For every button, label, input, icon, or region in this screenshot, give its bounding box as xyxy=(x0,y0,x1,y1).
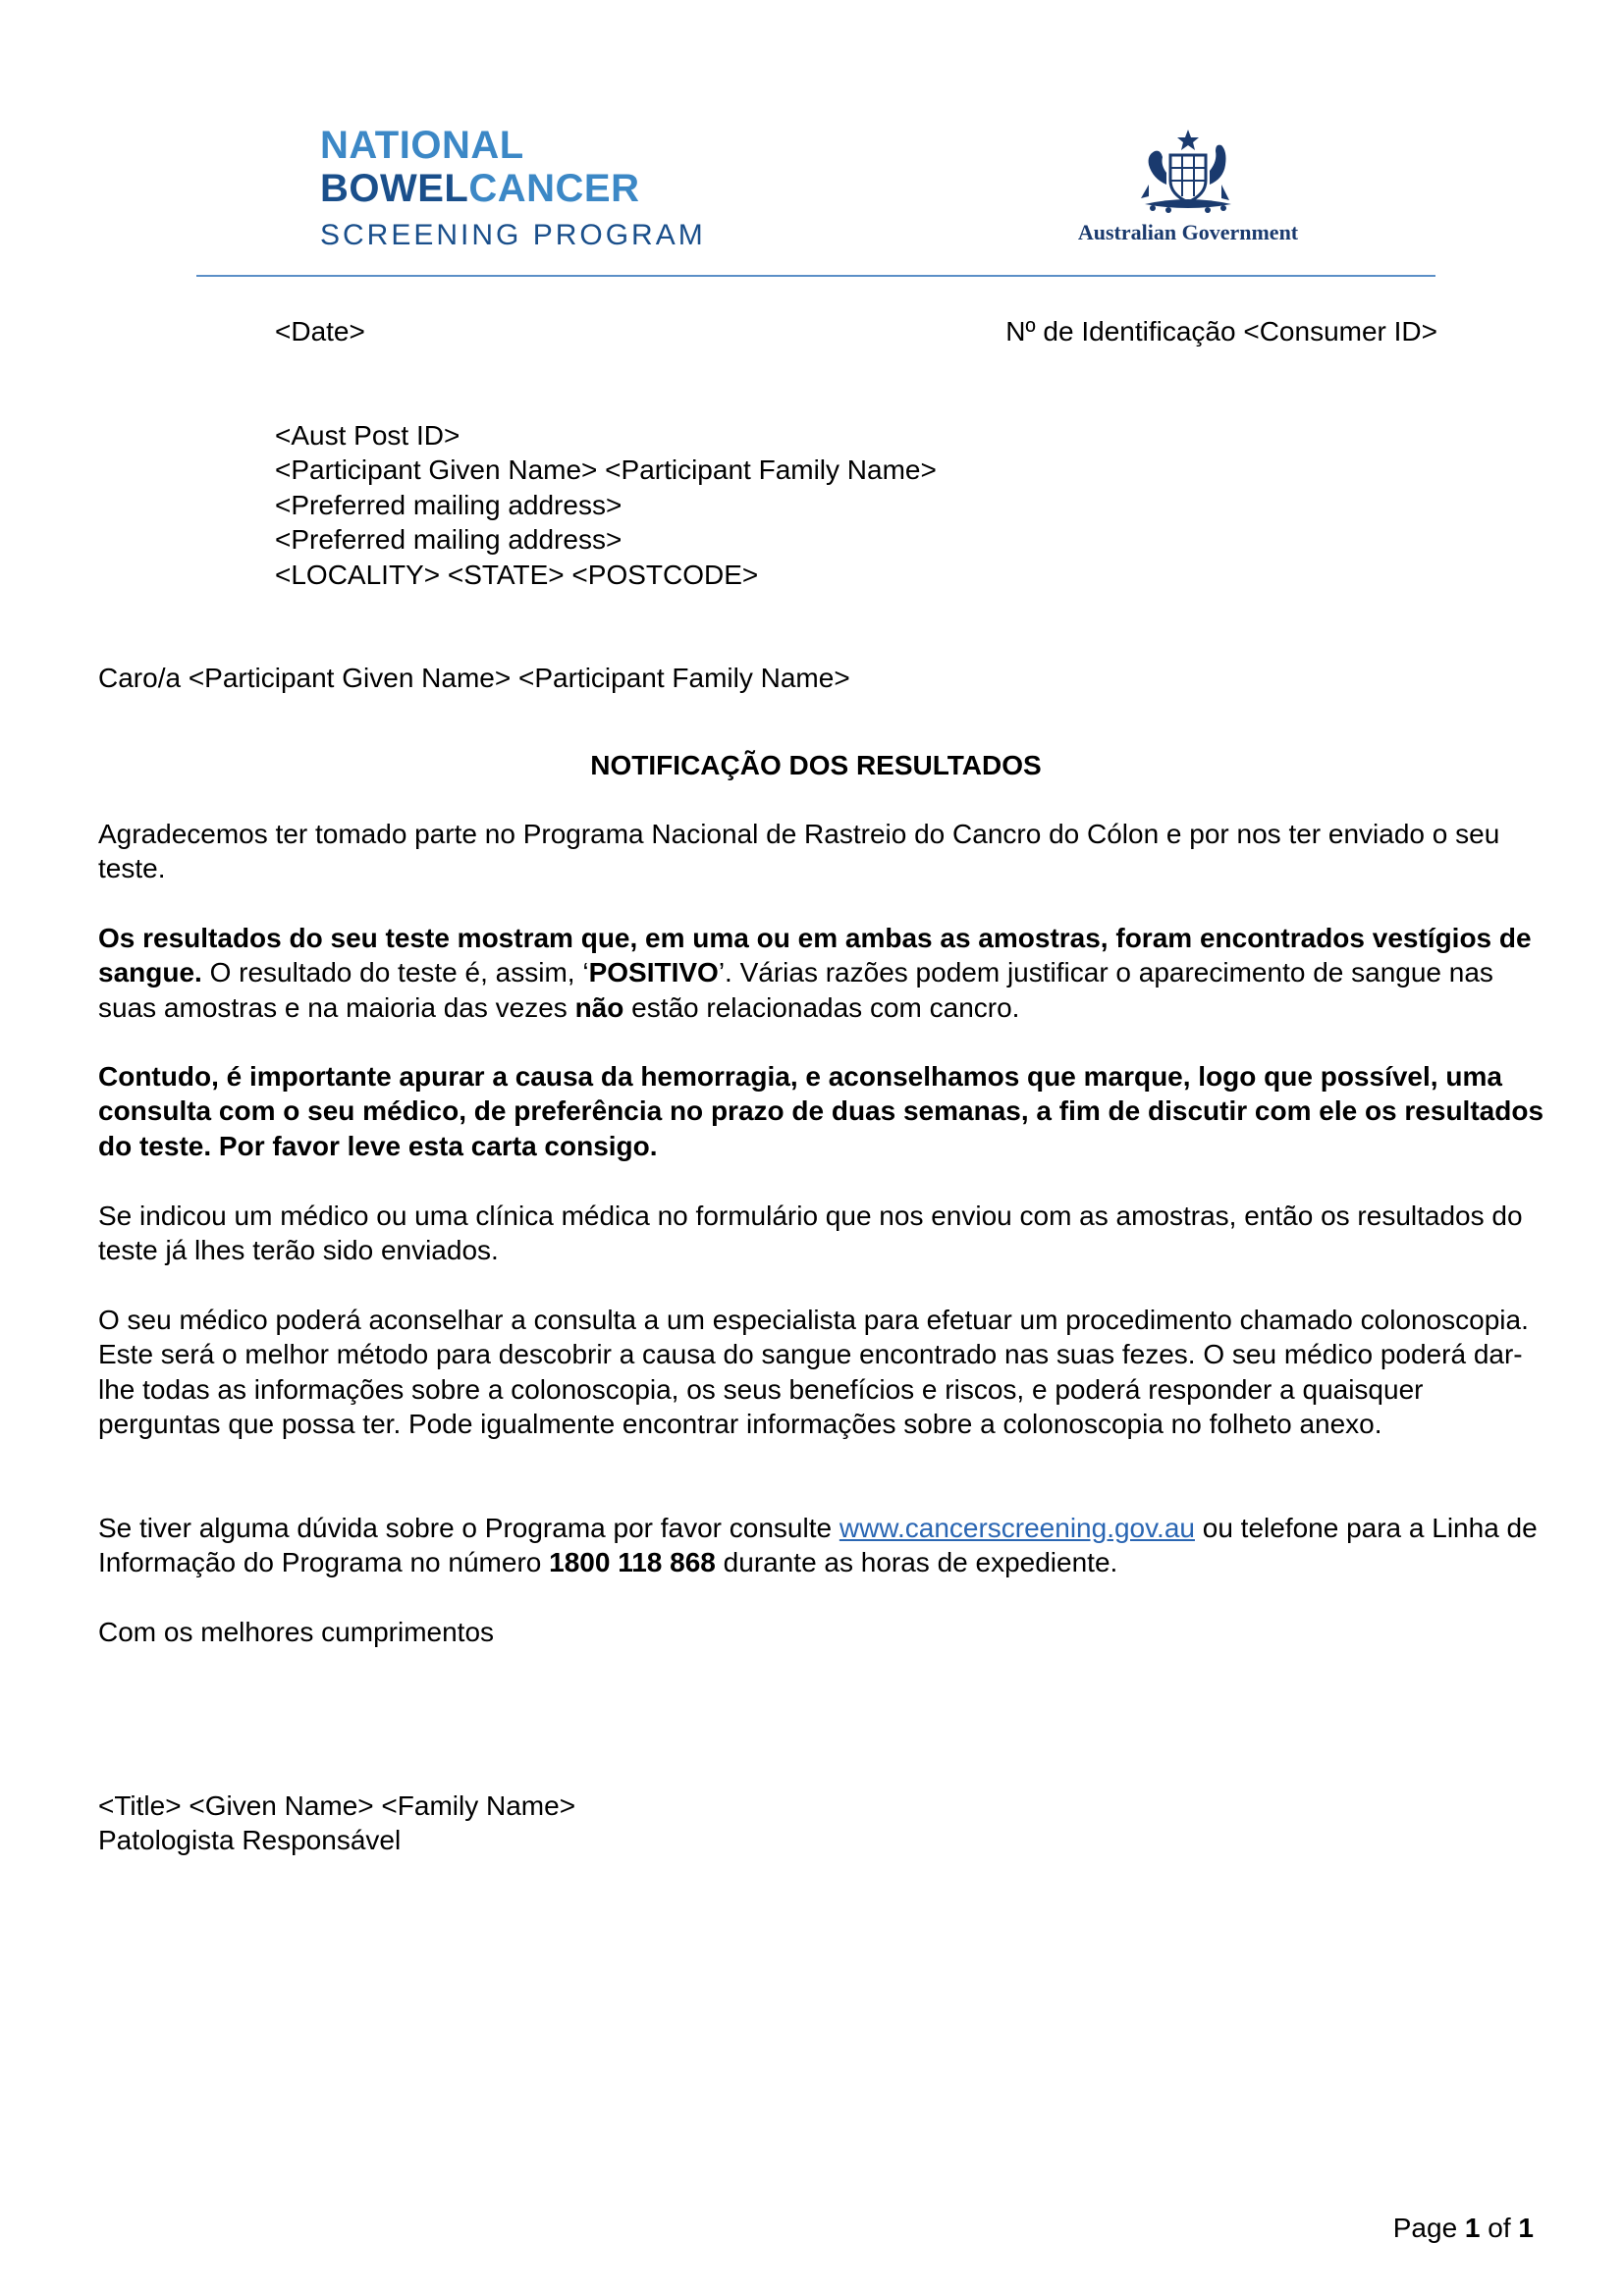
paragraph-thanks: Agradecemos ter tomado parte no Programa Nacional de Rastreio do Cancro do Cólon e por nos ter enviado o seu teste. xyxy=(98,819,1500,884)
contact-text: ou telefone para a Linha de Informação do Programa no número xyxy=(98,1513,1538,1578)
page-current: 1 xyxy=(1464,2213,1481,2243)
address-line: <Aust Post ID> xyxy=(275,420,460,451)
address-line: <Participant Given Name> <Participant Family Name> xyxy=(275,454,937,486)
government-logo-text: Australian Government xyxy=(1077,220,1299,244)
contact-text: durante as horas de expediente. xyxy=(715,1547,1118,1578)
page-label: Page xyxy=(1392,2213,1465,2243)
coat-of-arms-icon xyxy=(1119,126,1257,216)
program-logo xyxy=(320,124,706,251)
address-line: <LOCALITY> <STATE> <POSTCODE> xyxy=(275,559,759,590)
logo-screening-program: SCREENING PROGRAM xyxy=(320,219,706,251)
consumer-id: Nº de Identificação <Consumer ID> xyxy=(1005,316,1437,347)
address-line: <Preferred mailing address> xyxy=(275,489,623,520)
page-number xyxy=(1393,2213,1534,2244)
signatory-role: Patologista Responsável xyxy=(98,1825,402,1856)
logo-cancer: CANCER xyxy=(468,167,640,210)
letter-title: NOTIFICAÇÃO DOS RESULTADOS xyxy=(590,750,1042,780)
results-text: O resultado do teste é, assim, ‘ xyxy=(201,957,589,988)
result-positive: POSITIVO xyxy=(588,957,719,988)
paragraph-colonoscopy: O seu médico poderá aconselhar a consulta a um especialista para efetuar um procedimento chamado colonoscopia. Este será o melhor método para descobrir a causa do sangue encontrado nas suas fezes. O seu médico poderá dar-lhe todas as informações sobre a colonoscopia, os seus benefícios e riscos, e poderá responder a quaisquer perguntas que possa ter. Pode igualmente encontrar informações sobre a colonoscopia no folheto anexo. xyxy=(98,1305,1529,1440)
page-total: 1 xyxy=(1518,2213,1534,2243)
header-divider xyxy=(196,275,1435,277)
closing: Com os melhores cumprimentos xyxy=(98,1617,495,1647)
results-text: ’. Várias razões podem justificar o aparecimento de sangue nas suas amostras e na maioria das vezes xyxy=(98,957,1493,1023)
results-bold-statement: Os resultados do seu teste mostram que, em uma ou em ambas as amostras, foram encontrados vestígios de sangue. xyxy=(98,923,1532,988)
page-of: of xyxy=(1480,2213,1519,2243)
signatory-name: <Title> <Given Name> <Family Name> xyxy=(98,1790,576,1821)
paragraph-doctor-notified: Se indicou um médico ou uma clínica médica no formulário que nos enviou com as amostras, então os resultados do teste já lhes terão sido enviados. xyxy=(98,1201,1523,1266)
signature-block xyxy=(98,1789,575,1858)
letter-date: <Date> xyxy=(275,316,365,347)
government-logo xyxy=(1060,126,1316,245)
contact-text: Se tiver alguma dúvida sobre o Programa por favor consulte xyxy=(98,1513,839,1543)
website-link[interactable]: www.cancerscreening.gov.au xyxy=(839,1513,1195,1543)
info-line-phone: 1800 118 868 xyxy=(549,1547,716,1578)
logo-bowel: BOWEL xyxy=(320,167,469,210)
paragraph-results xyxy=(98,921,1551,1025)
paragraph-contact xyxy=(98,1511,1551,1580)
results-emphasis-nao: não xyxy=(574,991,624,1023)
salutation: Caro/a <Participant Given Name> <Participant Family Name> xyxy=(98,663,850,693)
logo-bowel-cancer xyxy=(320,167,683,211)
paragraph-advice: Contudo, é importante apurar a causa da hemorragia, e aconselhamos que marque, logo que possível, uma consulta com o seu médico, de preferência no prazo de duas semanas, a fim de discutir com ele os resultados do teste. Por favor leve esta carta consigo. xyxy=(98,1061,1544,1161)
results-text: estão relacionadas com cancro. xyxy=(623,991,1020,1023)
address-line: <Preferred mailing address> xyxy=(275,524,623,556)
address-block xyxy=(275,418,937,592)
logo-national: NATIONAL xyxy=(320,124,524,167)
